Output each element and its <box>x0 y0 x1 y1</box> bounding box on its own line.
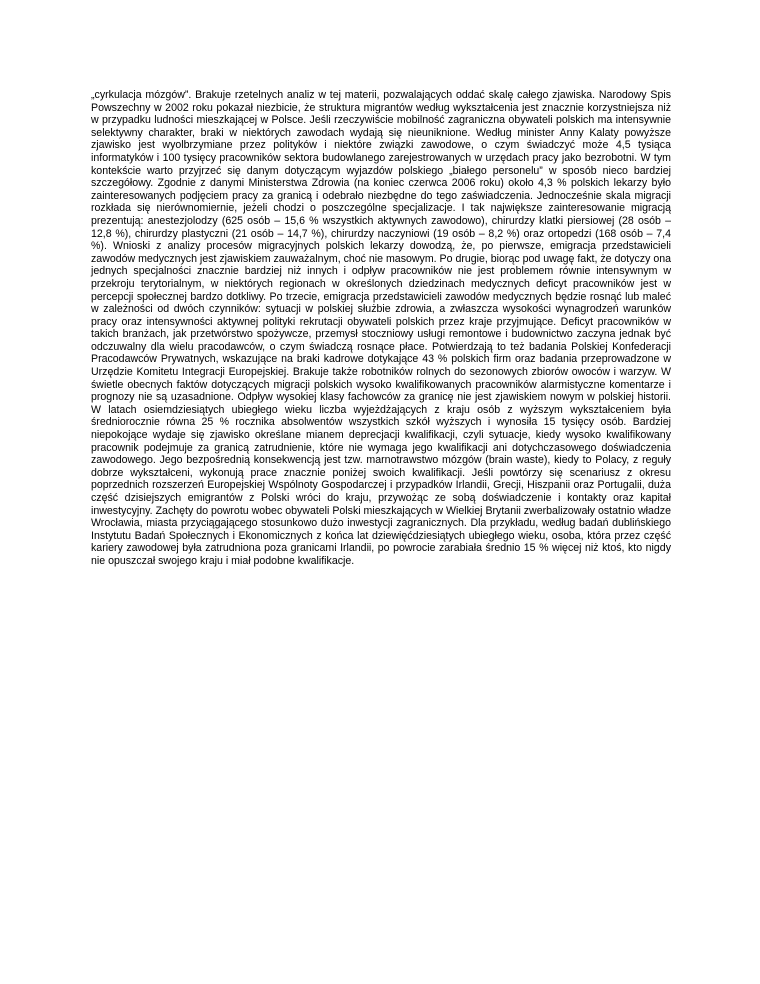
body-paragraph: „cyrkulacja mózgów”. Brakuje rzetelnych analiz w tej materii, pozwalających oddać skalę całego zjawiska. Narodowy Spis Powszechny w 2002 roku pokazał niezbicie, że struktura migrantów według wykształcenia jest znacznie korzystniejsza niż w przypadku ludności mieszkającej w Polsce. Jeśli rzeczywiście mobilność zagraniczna obywateli polskich ma intensywnie selektywny charakter, braki w niektórych zawodach wydają się nieuniknione. Według minister Anny Kalaty powyższe zjawisko jest wyolbrzymiane przez polityków i niektóre związki zawodowe, o czym świadczyć może 4,5 tysiąca informatyków i 100 tysięcy pracowników sektora budowlanego zarejestrowanych w urzędach pracy jako bezrobotni. W tym kontekście warto przyjrzeć się danym dotyczącym wyjazdów polskiego „białego personelu” w sposób nieco bardziej szczegółowy. Zgodnie z danymi Ministerstwa Zdrowia (na koniec czerwca 2006 roku) około 4,3 % polskich lekarzy było zainteresowanych podjęciem pracy za granicą i odebrało niezbędne do tego zaświadczenia. Jednocześnie skala migracji rozkłada się nierównomiernie, jeżeli chodzi o poszczególne specjalizacje. I tak największe zainteresowanie migracją prezentują: anestezjolodzy (625 osób – 15,6 % wszystkich aktywnych zawodowo), chirurdzy klatki piersiowej (28 osób – 12,8 %), chirurdzy plastyczni (21 osób – 14,7 %), chirurdzy naczyniowi (19 osób – 8,2 %) oraz ortopedzi (168 osób – 7,4 %). Wnioski z analizy procesów migracyjnych polskich lekarzy dowodzą, że, po pierwsze, emigracja przedstawicieli zawodów medycznych jest zjawiskiem zauważalnym, choć nie masowym. Po drugie, biorąc pod uwagę fakt, że dotyczy ona jednych specjalności znacznie bardziej niż innych i odpływ pracowników nie jest problemem równie intensywnym w przekroju terytorialnym, w niektórych regionach w określonych dziedzinach medycznych deficyt pracowników jest w percepcji społecznej bardzo dotkliwy. Po trzecie, emigracja przedstawicieli zawodów medycznych będzie rosnąć lub maleć w zależności od dwóch czynników: sytuacji w polskiej służbie zdrowia, a zwłaszcza wysokości wynagrodzeń warunków pracy oraz intensywności aktywnej polityki rekrutacji obywateli polskich przez kraje przyjmujące. Deficyt pracowników w takich branżach, jak przetwórstwo spożywcze, przemysł stoczniowy usługi remontowe i budownictwo zaczyna jednak być odczuwalny dla wielu pracodawców, o czym świadczą rosnące płace. Potwierdzają to też badania Polskiej Konfederacji Pracodawców Prywatnych, wskazujące na braki kadrowe dotykające 43 % polskich firm oraz badania przeprowadzone w Urzędzie Komitetu Integracji Europejskiej. Brakuje także robotników rolnych do sezonowych zbiorów owoców i warzyw. W świetle obecnych faktów dotyczących migracji polskich wysoko kwalifikowanych pracowników alarmistyczne komentarze i prognozy nie są uzasadnione. Odpływ wysokiej klasy fachowców za granicę nie jest zjawiskiem nowym w polskiej historii. W latach osiemdziesiątych ubiegłego wieku liczba wyjeżdżających z kraju osób z wyższym wykształceniem była średniorocznie równa 25 % rocznika absolwentów wszystkich szkół wyższych i wynosiła 15 tysięcy osób. Bardziej niepokojące wydaje się zjawisko określane mianem deprecjacji kwalifikacji, czyli sytuacje, kiedy wysoko kwalifikowany pracownik podejmuje za granicą zatrudnienie, które nie wymaga jego kwalifikacji ani dotychczasowego doświadczenia zawodowego. Jego bezpośrednią konsekwencją jest tzw. marnotrawstwo mózgów (brain waste), kiedy to Polacy, z reguły dobrze wykształceni, wykonują prace znacznie poniżej swoich kwalifikacji. Jeśli powtórzy się scenariusz z okresu poprzednich rozszerzeń Europejskiej Wspólnoty Gospodarczej i przypadków Irlandii, Grecji, Hiszpanii oraz Portugalii, duża część dzisiejszych emigrantów z Polski wróci do kraju, przywożąc ze sobą doświadczenie i kontakty oraz kapitał inwestycyjny. Zachęty do powrotu wobec obywateli Polski mieszkających w Wielkiej Brytanii zwerbalizowały ostatnio władze Wrocławia, miasta przyciągającego stosunkowo dużo inwestycji zagranicznych. Dla przykładu, według badań dublińskiego Instytutu Badań Społecznych i Ekonomicznych z końca lat dziewięćdziesiątych ubiegłego wieku, osoba, która przez część kariery zawodowej była zatrudniona poza granicami Irlandii, po powrocie zarabiała średnio 15 % więcej niż ktoś, kto nigdy nie opuszczał swojego kraju i miał podobne kwalifikacje. <box>91 89 671 567</box>
